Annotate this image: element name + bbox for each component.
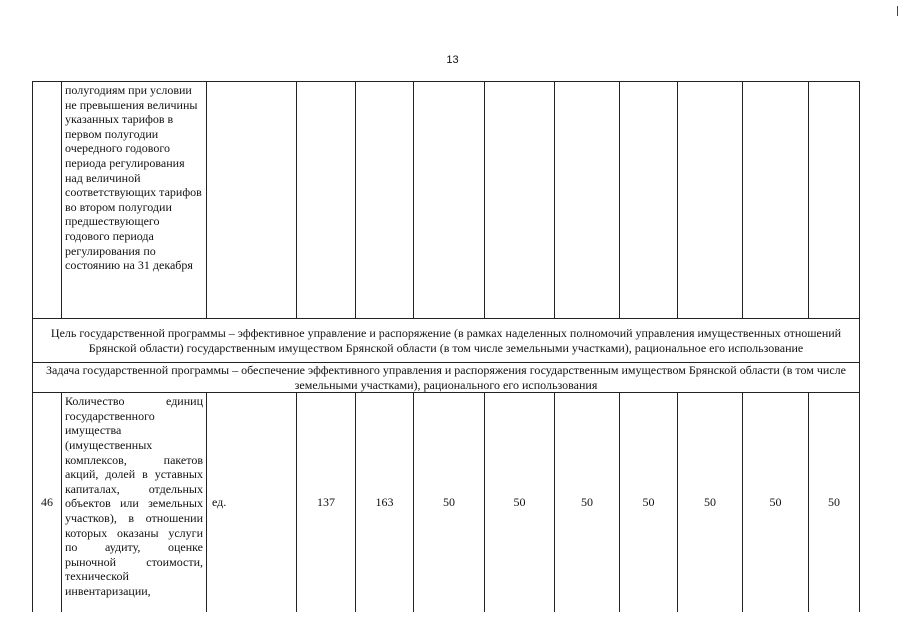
value-cell: 50 (485, 393, 555, 613)
value-cell: 50 (555, 393, 620, 613)
cell-value-empty (620, 82, 678, 319)
cell-value-empty (485, 82, 555, 319)
value-cell: 137 (297, 393, 356, 613)
row-number: 46 (33, 393, 62, 613)
value-cell: 50 (620, 393, 678, 613)
indicators-table (32, 81, 860, 612)
table-row (33, 393, 860, 613)
table-row-task (33, 363, 860, 393)
value-cell: 50 (414, 393, 485, 613)
value-cell: 50 (743, 393, 809, 613)
unit-cell: ед. (207, 393, 297, 613)
cell-value-empty (414, 82, 485, 319)
table-row-continuation (33, 82, 860, 319)
value-cell: 163 (356, 393, 414, 613)
indicator-name-continuation: полугодиям при условии не превышения величины указанных тарифов в первом полугодии очередного годового периода регулирования над величиной соответствующих тарифов во втором полугодии предшествующего годового периода регулирования по состоянию на 31 декабря (62, 82, 207, 319)
cell-value-empty (743, 82, 809, 319)
cell-unit-empty (207, 82, 297, 319)
value-cell: 50 (809, 393, 860, 613)
cell-value-empty (809, 82, 860, 319)
page-edge-mark (897, 6, 898, 16)
page-number: 13 (446, 54, 459, 66)
cell-value-empty (555, 82, 620, 319)
cell-value-empty (356, 82, 414, 319)
program-task-text: Задача государственной программы – обеспечение эффективного управления и распоряжения государственным имуществом Брянской области (в том числе земельными участками), рационального его использования (33, 363, 860, 393)
cell-number-empty (33, 82, 62, 319)
cell-value-empty (678, 82, 743, 319)
indicator-name: Количество единиц государственного имущества (имущественных комплексов, пакетов акций, долей в уставных капиталах, отдельных объектов или земельных участков), в отношении которых оказаны услуги по аудиту, оценке рыночной стоимости, технической инвентаризации, (62, 393, 207, 613)
value-cell: 50 (678, 393, 743, 613)
cell-value-empty (297, 82, 356, 319)
table-row-goal (33, 319, 860, 363)
program-goal-text: Цель государственной программы – эффективное управление и распоряжение (в рамках наделенных полномочий управления имущественных отношений Брянской области) государственным имуществом Брянской области (в том числе земельными участками), рациональное его использование (33, 319, 860, 363)
